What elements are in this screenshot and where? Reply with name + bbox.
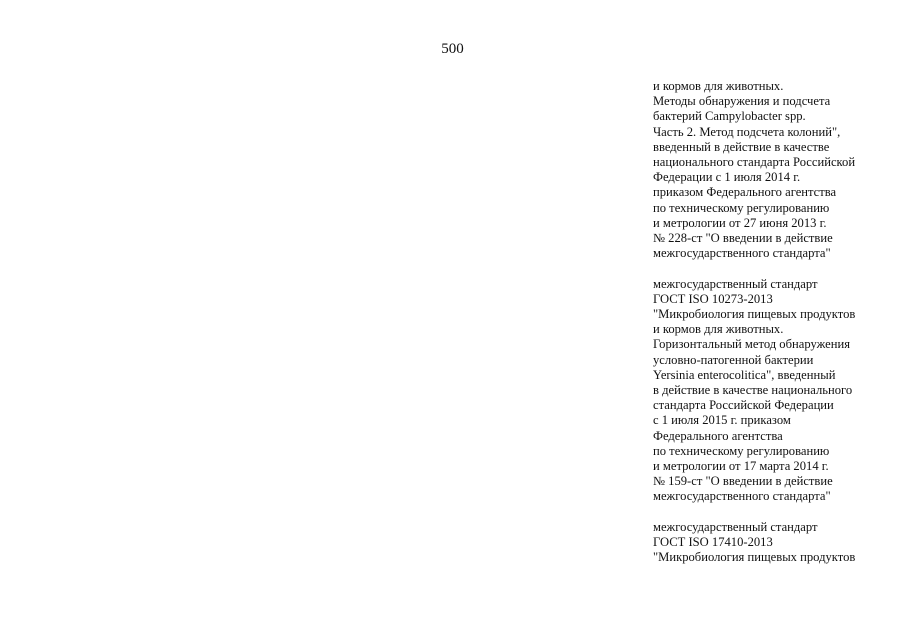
text-line: № 159-ст "О введении в действие [653, 474, 833, 489]
text-line: введенный в действие в качестве [653, 139, 830, 154]
text-line: и кормов для животных. [653, 322, 784, 337]
text-line: межгосударственного стандарта" [653, 246, 831, 261]
text-line: ГОСТ ISO 17410-2013 [653, 535, 773, 550]
text-column [653, 79, 898, 565]
text-line: № 228-ст "О введении в действие [653, 231, 833, 246]
text-line: с 1 июля 2015 г. приказом [653, 413, 791, 428]
text-line: приказом Федерального агентства [653, 185, 837, 200]
text-line: межгосударственный стандарт [653, 519, 818, 534]
text-line: Часть 2. Метод подсчета колоний", [653, 124, 841, 139]
text-line: по техническому регулированию [653, 200, 830, 215]
text-line: условно-патогенной бактерии [653, 352, 814, 367]
text-line: Федерации с 1 июля 2014 г. [653, 170, 801, 185]
text-line: в действие в качестве национального [653, 383, 853, 398]
text-line: межгосударственного стандарта" [653, 489, 831, 504]
text-line: Yersinia enterocolitica", введенный [653, 367, 836, 382]
text-line: по техническому регулированию [653, 443, 830, 458]
text-line: Горизонтальный метод обнаружения [653, 337, 850, 352]
text-line: "Микробиология пищевых продуктов [653, 550, 856, 565]
text-line: стандарта Российской Федерации [653, 398, 834, 413]
text-line: межгосударственный стандарт [653, 276, 818, 291]
text-line: ГОСТ ISO 10273-2013 [653, 291, 773, 306]
text-line: национального стандарта Российской [653, 155, 856, 170]
text-line: и кормов для животных. [653, 79, 784, 93]
text-line: бактерий Campylobacter spp. [653, 109, 806, 124]
text-line: Методы обнаружения и подсчета [653, 94, 831, 109]
text-block-1 [653, 79, 898, 261]
text-block-3 [653, 520, 898, 566]
text-line: Федерального агентства [653, 428, 783, 443]
text-line: и метрологии от 17 марта 2014 г. [653, 459, 829, 474]
text-block-2 [653, 277, 898, 505]
text-line: "Микробиология пищевых продуктов [653, 307, 856, 322]
page-number: 500 [441, 41, 464, 57]
text-line: и метрологии от 27 июня 2013 г. [653, 215, 827, 230]
